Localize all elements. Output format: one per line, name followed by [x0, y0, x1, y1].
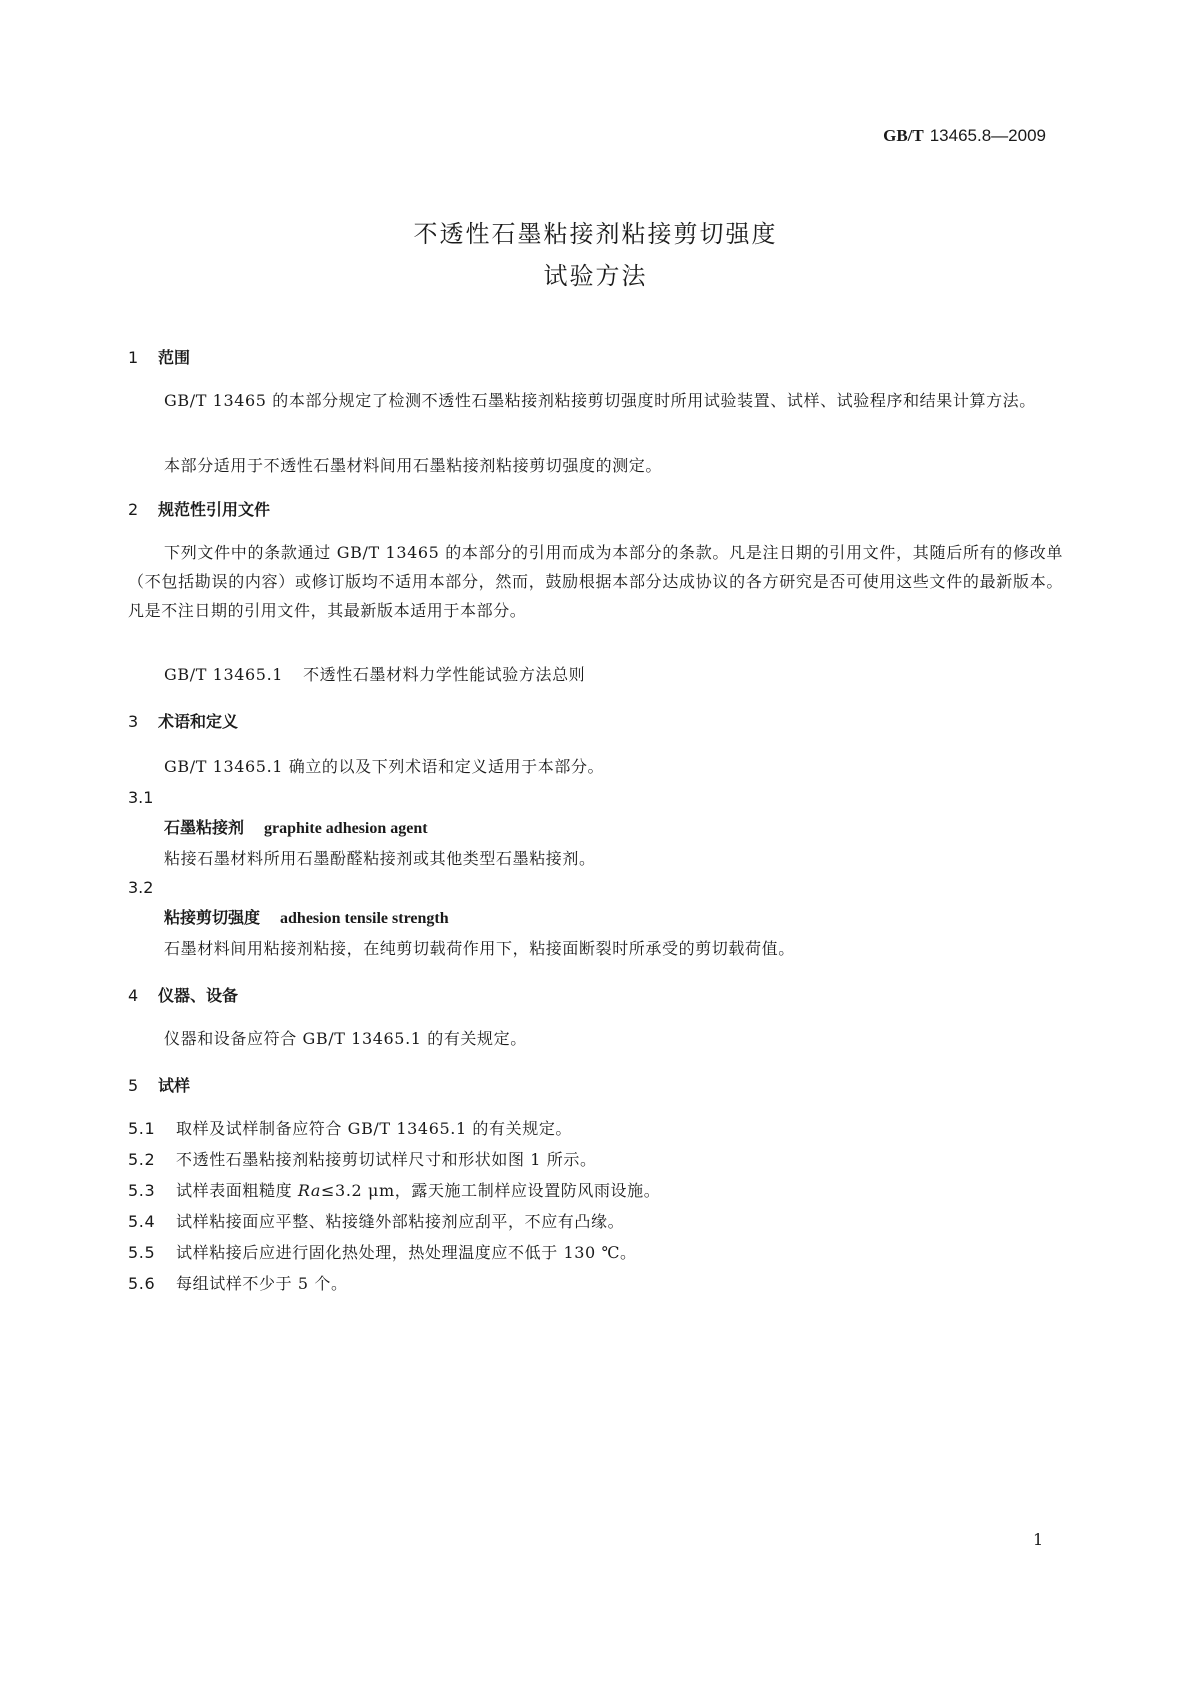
clause-number: 5.6	[128, 1274, 156, 1293]
clause-text-after: ≤3.2 μm，露天施工制样应设置防风雨设施。	[321, 1181, 661, 1200]
document-title-line-1: 不透性石墨粘接剂粘接剪切强度	[413, 220, 778, 248]
section-number: 5	[128, 1076, 139, 1095]
section-number: 4	[128, 986, 139, 1005]
clause-number: 5.1	[128, 1119, 156, 1138]
section-title: 术语和定义	[158, 712, 239, 731]
section-heading-3	[128, 709, 238, 732]
clause-number: 5.5	[128, 1243, 156, 1262]
term-definition: 石墨材料间用粘接剂粘接，在纯剪切载荷作用下，粘接面断裂时所承受的剪切载荷值。	[164, 939, 795, 958]
clause-text: 不透性石墨粘接剂粘接剪切试样尺寸和形状如图 1 所示。	[176, 1150, 597, 1169]
page-number: 1	[1033, 1530, 1044, 1549]
term-zh: 石墨粘接剂	[164, 818, 245, 837]
clause-text: 每组试样不少于 5 个。	[176, 1274, 348, 1293]
section-heading-4	[128, 983, 238, 1006]
term-entry	[164, 815, 428, 838]
standard-code: 13465.8—2009	[929, 126, 1046, 145]
normative-reference	[164, 662, 585, 685]
section-number: 1	[128, 348, 139, 367]
section-title: 试样	[158, 1076, 191, 1095]
standard-number	[883, 126, 1046, 146]
clause-5-4	[128, 1209, 624, 1232]
section-heading-5	[128, 1073, 190, 1096]
section-number: 3	[128, 712, 139, 731]
section-heading-2	[128, 497, 270, 520]
term-definition: 粘接石墨材料所用石墨酚醛粘接剂或其他类型石墨粘接剂。	[164, 849, 596, 868]
term-en: adhesion tensile strength	[280, 910, 449, 927]
term-en: graphite adhesion agent	[264, 820, 428, 837]
section-number: 2	[128, 500, 139, 519]
term-number: 3.1	[128, 788, 154, 807]
section-4-paragraph-1: 仪器和设备应符合 GB/T 13465.1 的有关规定。	[164, 1029, 527, 1048]
reference-title: 不透性石墨材料力学性能试验方法总则	[303, 665, 586, 684]
section-3-paragraph-1: GB/T 13465.1 确立的以及下列术语和定义适用于本部分。	[164, 757, 605, 776]
clause-text-before: 试样表面粗糙度	[176, 1181, 298, 1200]
section-title: 仪器、设备	[158, 986, 239, 1005]
clause-5-6	[128, 1271, 348, 1294]
clause-text: 试样粘接后应进行固化热处理，热处理温度应不低于 130 ℃。	[176, 1243, 637, 1262]
term-zh: 粘接剪切强度	[164, 908, 261, 927]
reference-code: GB/T 13465.1	[164, 665, 284, 684]
roughness-symbol: Ra	[297, 1181, 322, 1200]
clause-5-5	[128, 1240, 637, 1263]
section-1-paragraph-1: GB/T 13465 的本部分规定了检测不透性石墨粘接剂粘接剪切强度时所用试验装置、试样、试验程序和结果计算方法。	[164, 391, 1036, 410]
section-2-paragraph-1: 下列文件中的条款通过 GB/T 13465 的本部分的引用而成为本部分的条款。凡是注日期的引用文件，其随后所有的修改单（不包括勘误的内容）或修订版均不适用本部分，然而，鼓励根据本部分达成协议的各方研究是否可使用这些文件的最新版本。凡是不注日期的引用文件，其最新版本适用于本部分。	[128, 543, 1063, 620]
clause-5-2	[128, 1147, 597, 1170]
standard-prefix: GB/T	[883, 126, 924, 145]
section-1-paragraph-2: 本部分适用于不透性石墨材料间用石墨粘接剂粘接剪切强度的测定。	[164, 456, 663, 475]
term-entry	[164, 905, 449, 928]
clause-text: 试样粘接面应平整、粘接缝外部粘接剂应刮平，不应有凸缘。	[176, 1212, 625, 1231]
section-title: 范围	[158, 348, 191, 367]
term-number: 3.2	[128, 878, 154, 897]
section-heading-1	[128, 345, 190, 368]
clause-5-1	[128, 1116, 572, 1139]
clause-number: 5.4	[128, 1212, 156, 1231]
clause-5-3	[128, 1178, 660, 1201]
clause-text: 取样及试样制备应符合 GB/T 13465.1 的有关规定。	[176, 1119, 573, 1138]
clause-number: 5.3	[128, 1181, 156, 1200]
clause-number: 5.2	[128, 1150, 156, 1169]
section-title: 规范性引用文件	[158, 500, 271, 519]
document-title-line-2: 试验方法	[543, 262, 648, 290]
